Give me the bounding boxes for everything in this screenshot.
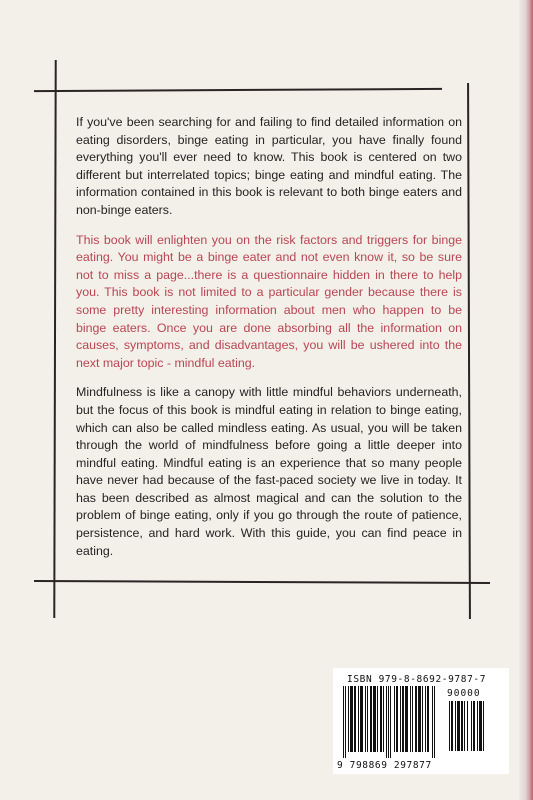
barcode-bar bbox=[388, 686, 389, 758]
barcode-bar bbox=[343, 686, 344, 758]
barcode-bar bbox=[348, 686, 349, 752]
barcode-bar bbox=[402, 686, 404, 752]
barcode-bar bbox=[477, 701, 478, 751]
barcode-bar bbox=[422, 686, 423, 752]
barcode-bar bbox=[383, 686, 384, 752]
barcode-bar bbox=[380, 686, 382, 752]
barcode-bar bbox=[425, 686, 426, 752]
barcode-bar bbox=[400, 686, 401, 752]
frame-top-line bbox=[34, 88, 442, 92]
barcode-bar bbox=[464, 701, 465, 751]
barcode-bar bbox=[367, 686, 368, 752]
barcode-bar bbox=[350, 686, 353, 752]
barcode-bar bbox=[479, 701, 482, 751]
barcode-bar bbox=[360, 686, 363, 752]
blurb-paragraph-highlight: This book will enlighten you on the risk factors and triggers for binge eating. You might be a binge eater and not even know it, so be sure not to miss a page...there is a questionnaire hidden in there to help you. This book is not limited to a particular gender because there is some pretty interesting information about men who happen to be binge eaters. Once you are done absorbing all the information on causes, symptoms, and disadvantages, you will be ushered into the next major topic - mindful eating. bbox=[76, 232, 462, 370]
barcode-bar bbox=[461, 701, 463, 751]
frame-bottom-line bbox=[34, 580, 490, 584]
barcode-bar bbox=[394, 686, 395, 752]
isbn-label: ISBN 979-8-8692-9787-7 bbox=[347, 674, 487, 685]
barcode-bar bbox=[396, 686, 398, 752]
barcode-bar bbox=[354, 686, 356, 752]
barcode-bar bbox=[432, 686, 433, 758]
price-addon-number: 90000 bbox=[447, 688, 481, 699]
barcode-bar bbox=[358, 686, 359, 752]
blurb-paragraph-mindfulness: Mindfulness is like a canopy with little mindful behaviors underneath, but the focus of this book is mindful eating in relation to binge eating, which can also be called mindless eating. As usual, you will be taken through the world of mindfulness before going a little deeper into mindful eating. Mindful eating is an experience that so many people have never had because of the fast-paced society we live in today. It has been described as almost magical and can the solution to the problem of binge eating, only if you go through the route of patience, persistence, and hard work. With this guide, you can find peace in eating. bbox=[76, 385, 462, 558]
barcode-bar bbox=[418, 686, 421, 752]
barcode-bar bbox=[386, 686, 387, 758]
barcode-bar bbox=[410, 686, 411, 752]
blurb-paragraph-intro: If you've been searching for and failing to find detailed information on eating disorders, binge eating in particular, you have finally found everything you'll ever need to know. This book is centered on two different but interrelated topics; binge eating and mindful eating. The information contained in this book is relevant to both binge eaters and non-binge eaters. bbox=[76, 115, 462, 217]
ean-barcode bbox=[343, 686, 443, 758]
barcode-bar bbox=[449, 701, 450, 751]
barcode-bar bbox=[365, 686, 366, 752]
barcode-bar bbox=[405, 686, 408, 752]
barcode-bar bbox=[455, 701, 456, 751]
frame-right-line bbox=[467, 83, 471, 619]
barcode-bar bbox=[377, 686, 378, 752]
barcode-bar bbox=[345, 686, 346, 758]
barcode-bar bbox=[434, 686, 435, 758]
barcode-bar bbox=[457, 701, 460, 751]
barcode-bar bbox=[427, 686, 429, 752]
barcode-bar bbox=[415, 686, 417, 752]
spine-edge bbox=[519, 0, 533, 800]
barcode-bar bbox=[370, 686, 372, 752]
addon-barcode bbox=[449, 701, 499, 757]
back-cover-blurb bbox=[76, 114, 462, 572]
barcode-bar bbox=[471, 701, 472, 751]
barcode-bar bbox=[373, 686, 376, 752]
barcode-bar bbox=[473, 701, 475, 751]
barcode-bar bbox=[412, 686, 413, 752]
frame-left-line bbox=[53, 60, 56, 618]
barcode-bar bbox=[467, 701, 468, 751]
ean-number: 9 798869 297877 bbox=[337, 760, 432, 771]
barcode-bar bbox=[483, 701, 484, 751]
barcode-bar bbox=[390, 686, 391, 758]
barcode-bar bbox=[451, 701, 453, 751]
barcode-box bbox=[333, 668, 509, 774]
